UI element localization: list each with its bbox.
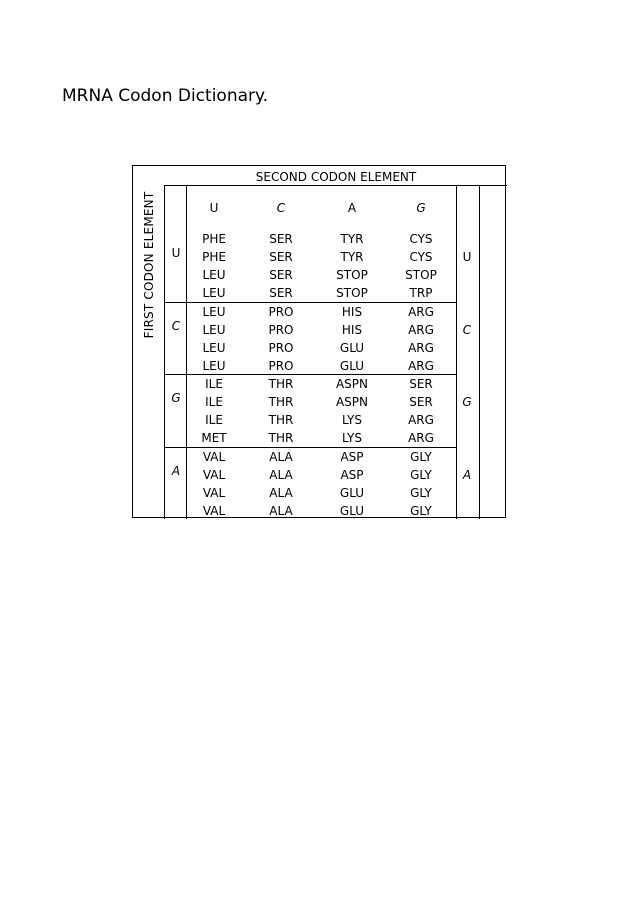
amino-acid-cell: SER <box>269 250 293 265</box>
amino-acid-cell: ASP <box>340 450 364 464</box>
amino-acid-cell: LEU <box>202 305 226 319</box>
amino-acid-cell: VAL <box>202 504 226 519</box>
amino-acid-cell: ARG <box>408 359 434 374</box>
amino-acid-cell: GLU <box>339 359 365 374</box>
first-base-u: U <box>171 246 181 260</box>
amino-acid-cell: ASPN <box>335 377 369 391</box>
amino-acid-cell: ARG <box>408 305 434 319</box>
amino-acid-cell: ASPN <box>335 395 369 410</box>
amino-acid-cell: SER <box>409 377 433 391</box>
amino-acid-cell: PRO <box>268 323 294 338</box>
amino-acid-cell: ALA <box>269 486 293 501</box>
amino-acid-cell: ARG <box>408 431 434 446</box>
amino-acid-cell: ALA <box>269 468 293 483</box>
amino-acid-cell: GLU <box>339 341 365 356</box>
amino-acid-cell: SER <box>409 395 433 410</box>
amino-acid-cell: LEU <box>202 323 226 338</box>
third-base-c: C <box>462 323 472 337</box>
amino-acid-cell: GLY <box>410 468 432 483</box>
amino-acid-cell: ALA <box>269 504 293 519</box>
amino-acid-cell: VAL <box>202 486 226 501</box>
amino-acid-cell: ILE <box>205 413 223 428</box>
first-codon-header <box>135 186 163 344</box>
page-title: MRNA Codon Dictionary. <box>62 86 269 106</box>
amino-acid-cell: STOP <box>405 268 437 283</box>
amino-acid-cell: LEU <box>202 286 226 301</box>
amino-acid-cell: VAL <box>202 468 226 483</box>
amino-acid-cell: HIS <box>341 305 363 319</box>
amino-acid-cell: VAL <box>202 450 226 464</box>
amino-acid-cell: GLY <box>410 450 432 464</box>
amino-acid-cell: ARG <box>408 413 434 428</box>
first-base-g: G <box>171 391 181 405</box>
first-label-divider <box>164 185 165 519</box>
amino-acid-cell: LEU <box>202 268 226 283</box>
amino-acid-cell: THR <box>268 431 294 446</box>
amino-acid-cell: CYS <box>409 232 433 246</box>
amino-acid-cell: LYS <box>341 413 363 428</box>
third-base-u: U <box>462 250 472 264</box>
column-header-g: G <box>416 201 426 215</box>
amino-acid-cell: THR <box>268 413 294 428</box>
first-base-c: C <box>171 319 181 333</box>
column-header-a: A <box>347 201 357 215</box>
amino-acid-cell: THR <box>268 395 294 410</box>
amino-acid-cell: CYS <box>409 250 433 265</box>
amino-acid-cell: LEU <box>202 359 226 374</box>
amino-acid-cell: PHE <box>202 250 226 265</box>
amino-acid-cell: ILE <box>205 377 223 391</box>
amino-acid-cell: PRO <box>268 305 294 319</box>
amino-acid-cell: TRP <box>409 286 433 301</box>
amino-acid-cell: STOP <box>336 268 368 283</box>
amino-acid-cell: TYR <box>340 232 364 246</box>
column-header-c: C <box>276 201 286 215</box>
amino-acid-cell: MET <box>201 431 227 446</box>
amino-acid-cell: GLY <box>410 486 432 501</box>
third-base-g: G <box>462 395 472 409</box>
amino-acid-cell: LEU <box>202 341 226 356</box>
third-base-a: A <box>462 468 472 482</box>
amino-acid-cell: TYR <box>340 250 364 265</box>
amino-acid-cell: THR <box>268 377 294 391</box>
amino-acid-cell: SER <box>269 268 293 283</box>
amino-acid-cell: GLY <box>410 504 432 519</box>
amino-acid-cell: LYS <box>341 431 363 446</box>
amino-acid-cell: PHE <box>202 232 226 246</box>
third-base-divider-right <box>479 185 480 519</box>
amino-acid-cell: ALA <box>269 450 293 464</box>
amino-acid-cell: SER <box>269 232 293 246</box>
amino-acid-cell: GLU <box>339 504 365 519</box>
second-codon-header: SECOND CODON ELEMENT <box>255 170 417 184</box>
amino-acid-cell: SER <box>269 286 293 301</box>
amino-acid-cell: ARG <box>408 323 434 338</box>
amino-acid-cell: ASP <box>340 468 364 483</box>
first-codon-header-text: FIRST CODON ELEMENT <box>142 191 156 339</box>
amino-acid-cell: STOP <box>336 286 368 301</box>
amino-acid-cell: HIS <box>341 323 363 338</box>
third-base-divider-left <box>456 185 457 519</box>
amino-acid-cell: PRO <box>268 341 294 356</box>
column-header-u: U <box>209 201 219 215</box>
codon-table <box>132 165 506 518</box>
amino-acid-cell: ILE <box>205 395 223 410</box>
amino-acid-cell: ARG <box>408 341 434 356</box>
amino-acid-cell: GLU <box>339 486 365 501</box>
first-base-a: A <box>171 464 181 478</box>
amino-acid-cell: PRO <box>268 359 294 374</box>
